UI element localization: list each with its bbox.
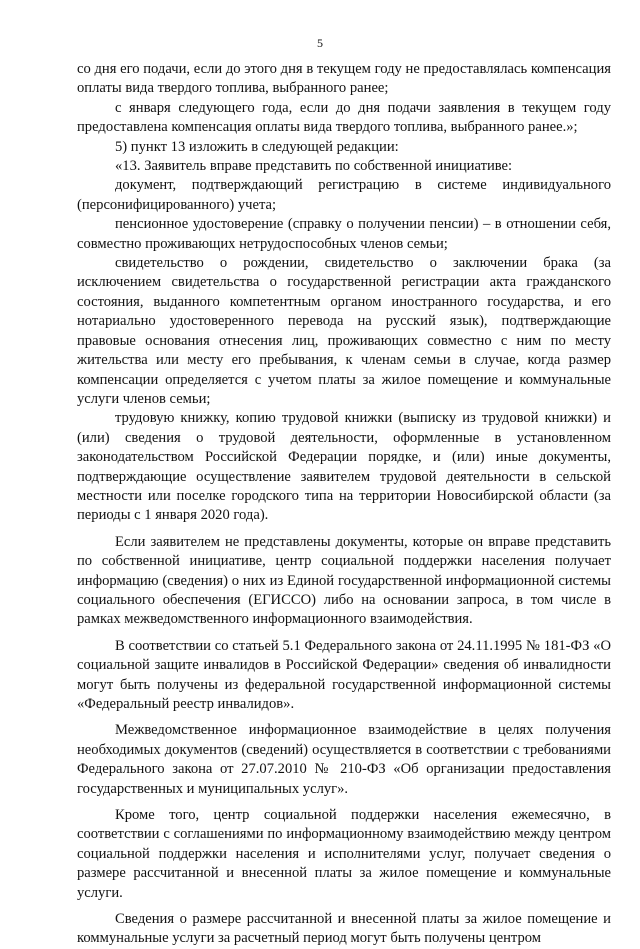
paragraph: «13. Заявитель вправе представить по собственной инициативе: <box>115 158 513 175</box>
paragraph: с января следующего года, если до дня подачи заявления в текущем году предоставлена компенсация оплаты вида твердого топлива, выбранного ранее.»; <box>77 99 611 136</box>
paragraph: трудовую книжку, копию трудовой книжки (выписку из трудовой книжки) и (или) сведения о трудовой деятельности, оформленные в установленном законодательством Российской Федерации порядке, и (или) иные документы, подтверждающие осуществление заявителем трудовой деятельности в сельской местности или поселке городского типа на территории Новосибирской области (за периоды с 1 января 2020 года). <box>77 410 611 524</box>
paragraph: 5) пункт 13 изложить в следующей редакции: <box>115 138 399 155</box>
document-body <box>77 60 611 949</box>
paragraph: Сведения о размере рассчитанной и внесенной платы за жилое помещение и коммунальные услуги за расчетный период могут быть получены центром <box>77 911 611 947</box>
page-number: 5 <box>317 36 323 50</box>
paragraph: документ, подтверждающий регистрацию в системе индивидуального (персонифицированного) учета; <box>77 177 611 213</box>
paragraph: Если заявителем не представлены документы, которые он вправе представить по собственной инициативе, центр социальной поддержки населения получает информацию (сведения) о них из Единой государственной информационной системы социального обеспечения (ЕГИССО) либо на основании запроса, в том числе в рамках межведомственного информационного взаимодействия. <box>77 533 611 628</box>
paragraph: Межведомственное информационное взаимодействие в целях получения необходимых документов (сведений) осуществляется в соответствии с требованиями Федерального закона от 27.07.2010 № 210-ФЗ «Об организации предоставления государственных и муниципальных услуг». <box>77 722 611 797</box>
paragraph: свидетельство о рождении, свидетельство о заключении брака (за исключением свидетельства о государственной регистрации акта гражданского состояния, выданного компетентным органом иностранного государства, и его нотариально удостоверенного перевода на русский язык), подтверждающие правовые основания отнесения лиц, проживающих совместно с ним по месту жительства или месту его пребывания, к членам семьи в случае, когда размер компенсации определяется с учетом платы за жилое помещение и коммунальные услуги членов семьи; <box>77 255 611 407</box>
paragraph: пенсионное удостоверение (справку о получении пенсии) – в отношении себя, совместно проживающих нетрудоспособных членов семьи; <box>77 216 611 252</box>
paragraph: В соответствии со статьей 5.1 Федерального закона от 24.11.1995 № 181-ФЗ «О социальной защите инвалидов в Российской Федерации» сведения об инвалидности могут быть получены из федеральной государственной информационной системы «Федеральный реестр инвалидов». <box>77 637 611 712</box>
paragraph: со дня его подачи, если до этого дня в текущем году не предоставлялась компенсация оплаты вида твердого топлива, выбранного ранее; <box>77 61 611 97</box>
paragraph: Кроме того, центр социальной поддержки населения ежемесячно, в соответствии с соглашениями по информационному взаимодействию между центром социальной поддержки населения и исполнителями услуг, получает сведения о размере рассчитанной и внесенной платы за жилое помещение и коммунальные услуги. <box>77 807 611 901</box>
